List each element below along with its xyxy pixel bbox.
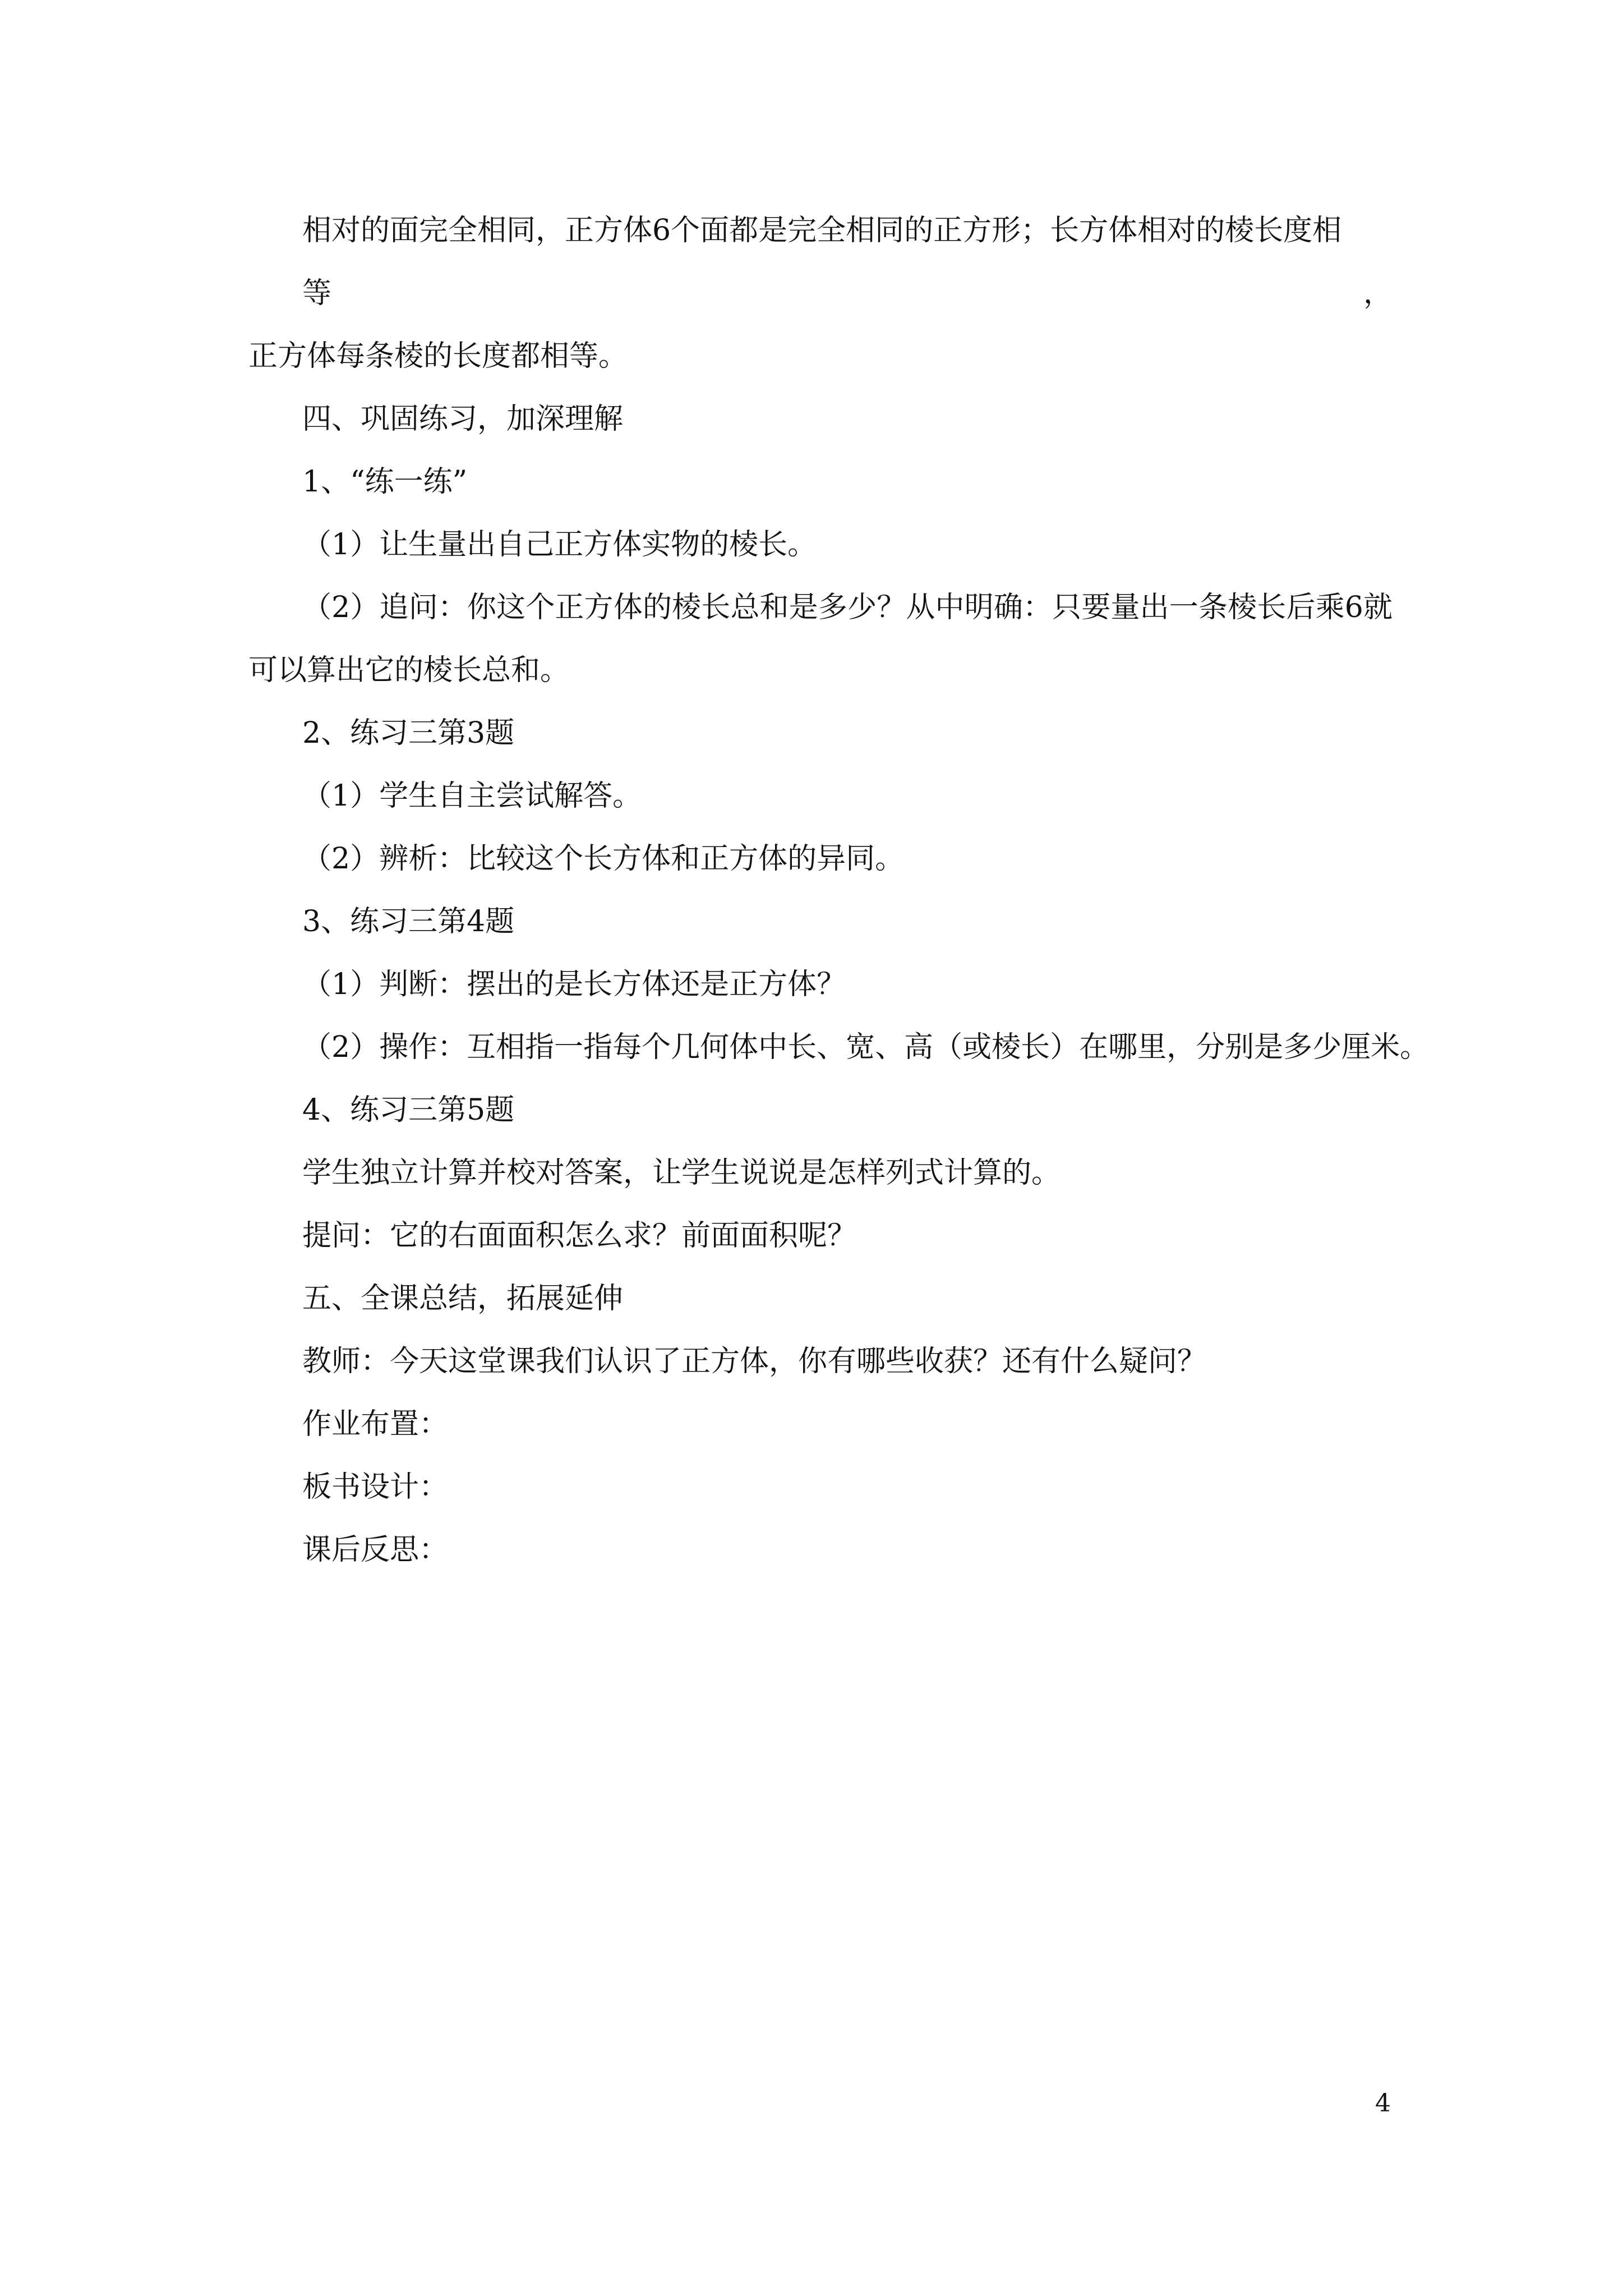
exercise-item-3-1: （1）判断：摆出的是长方体还是正方体？ [302, 968, 846, 1001]
homework-label: 作业布置： [302, 1407, 449, 1441]
page-number: 4 [1375, 2089, 1391, 2118]
reflection-label: 课后反思： [302, 1533, 449, 1567]
exercise-heading-2: 2、练习三第3题 [302, 716, 515, 750]
section-heading-summary: 五、全课总结，拓展延伸 [302, 1282, 624, 1315]
exercise-item-4-2: 提问：它的右面面积怎么求？前面面积呢？ [302, 1219, 857, 1253]
exercise-heading-3: 3、练习三第4题 [302, 905, 515, 938]
exercise-item-1-2: （2）追问：你这个正方体的棱长总和是多少？从中明确：只要量出一条棱长后乘6就 [302, 591, 1393, 624]
exercise-heading-4: 4、练习三第5题 [302, 1093, 515, 1127]
exercise-item-4-1: 学生独立计算并校对答案，让学生说说是怎样列式计算的。 [302, 1156, 1061, 1190]
section-heading-consolidation: 四、巩固练习，加深理解 [302, 402, 624, 436]
exercise-item-2-2: （2）辨析：比较这个长方体和正方体的异同。 [302, 842, 905, 876]
exercise-item-3-2: （2）操作：互相指一指每个几何体中长、宽、高（或棱长）在哪里，分别是多少厘米。 [302, 1030, 1430, 1064]
paragraph-line-2: 正方体每条棱的长度都相等。 [248, 339, 628, 373]
teacher-summary: 教师：今天这堂课我们认识了正方体，你有哪些收获？还有什么疑问？ [302, 1345, 1207, 1378]
exercise-item-1-1: （1）让生量出自己正方体实物的棱长。 [302, 528, 817, 562]
exercise-item-1-2-continued: 可以算出它的棱长总和。 [248, 654, 570, 687]
paragraph-line-1: 相对的面完全相同，正方体6个面都是完全相同的正方形；长方体相对的棱长度相等， [302, 214, 1393, 310]
exercise-heading-1: 1、“练一练” [302, 465, 468, 499]
blackboard-design-label: 板书设计： [302, 1470, 449, 1504]
exercise-item-2-1: （1）学生自主尝试解答。 [302, 779, 642, 813]
document-body [248, 199, 1430, 1581]
